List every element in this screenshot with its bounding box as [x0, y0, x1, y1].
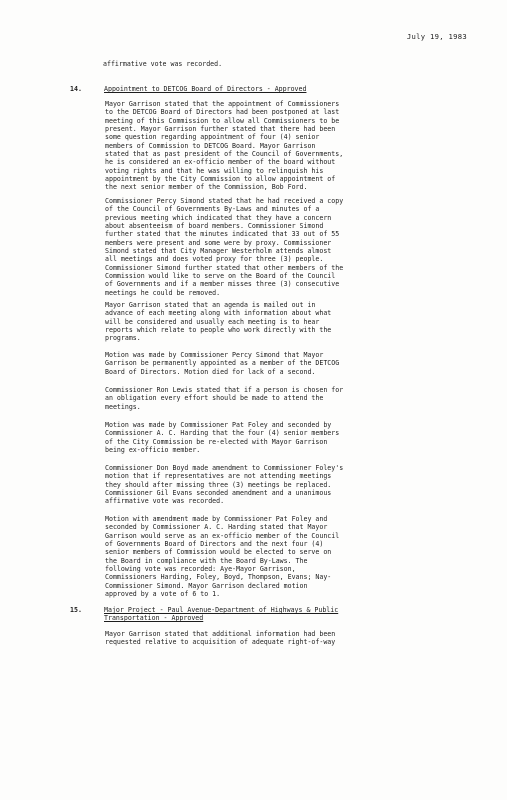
- item-heading: Appointment to DETCOG Board of Directors - Approved: [104, 85, 307, 93]
- paragraph-4: Motion was made by Commissioner Percy Simond that Mayor Garrison be permanently appointed as a member of the DETCOG Board of Directors. Motion died for lack of a second.: [105, 351, 340, 376]
- item-number: 14.: [70, 85, 82, 93]
- paragraph-1: Mayor Garrison stated that the appointment of Commissioners to the DETCOG Board of Directors had been postponed at last meeting of this Commission to allow all Commissioners to be present. Mayor Garrison further stated that there had been some question regarding appointment of four (4) senior members of Commission to DETCOG Board. Mayor Garrison stated that as past president of the Council of Governments, he is considered an ex-officio member of the board without voting rights and that he was willing to relinquish his appointment by the City Commission to allow appointment of the next senior member of the Commission, Bob Ford.: [105, 100, 344, 192]
- paragraph-6: Motion was made by Commissioner Pat Foley and seconded by Commissioner A. C. Harding that the four (4) senior members of the City Commission be re-elected with Mayor Garrison being ex-officio member.: [105, 421, 340, 455]
- item-heading: Major Project - Paul Avenue-Department of Highways & Public Transportation - Approved: [104, 606, 339, 623]
- item-number: 15.: [70, 606, 82, 614]
- page-date: July 19, 1983: [406, 32, 467, 41]
- paragraph-5: Commissioner Ron Lewis stated that if a person is chosen for an obligation every effort should be made to attend the meetings.: [105, 386, 344, 411]
- paragraph-2: Commissioner Percy Simond stated that he had received a copy of the Council of Governments By-Laws and minutes of a previous meeting which indicated that they have a concern about absenteeism of board members. Commissioner Simond further stated that the minutes indicated that 33 out of 55 members were present and some were by proxy. Commissioner Simond stated that City Manager Westerholm attends almost all meetings and does voted proxy for three (3) people. Commissioner Simond further stated that other members of the Commission would like to serve on the Board of the Council of Governments and if a member misses three (3) consecutive meetings he could be removed.: [105, 197, 344, 297]
- intro-text: affirmative vote was recorded.: [103, 60, 223, 68]
- paragraph-3: Mayor Garrison stated that an agenda is mailed out in advance of each meeting along with information about what will be considered and usually each meeting is to hear reports which relate to people who work directly with the programs.: [105, 301, 332, 343]
- paragraph-7: Commissioner Don Boyd made amendment to Commissioner Foley's motion that if representatives are not attending meetings they should after missing three (3) meetings be replaced. Commissioner Gil Evans seconded amendment and a unanimous affirmative vote was recorded.: [105, 464, 344, 506]
- paragraph-9: Mayor Garrison stated that additional information had been requested relative to acquisition of adequate right-of-way: [105, 630, 336, 647]
- paragraph-8: Motion with amendment made by Commissioner Pat Foley and seconded by Commissioner A. C. Harding stated that Mayor Garrison would serve as an ex-officio member of the Council of Governments Board of Directors and the next four (4) senior members of Commission would be elected to serve on the Board in compliance with the Board By-Laws. The following vote was recorded: Aye-Mayor Garrison, Commissioners Harding, Foley, Boyd, Thompson, Evans; Nay- Commissioner Simond. Mayor Garrison declared motion approved by a vote of 6 to 1.: [105, 515, 340, 599]
